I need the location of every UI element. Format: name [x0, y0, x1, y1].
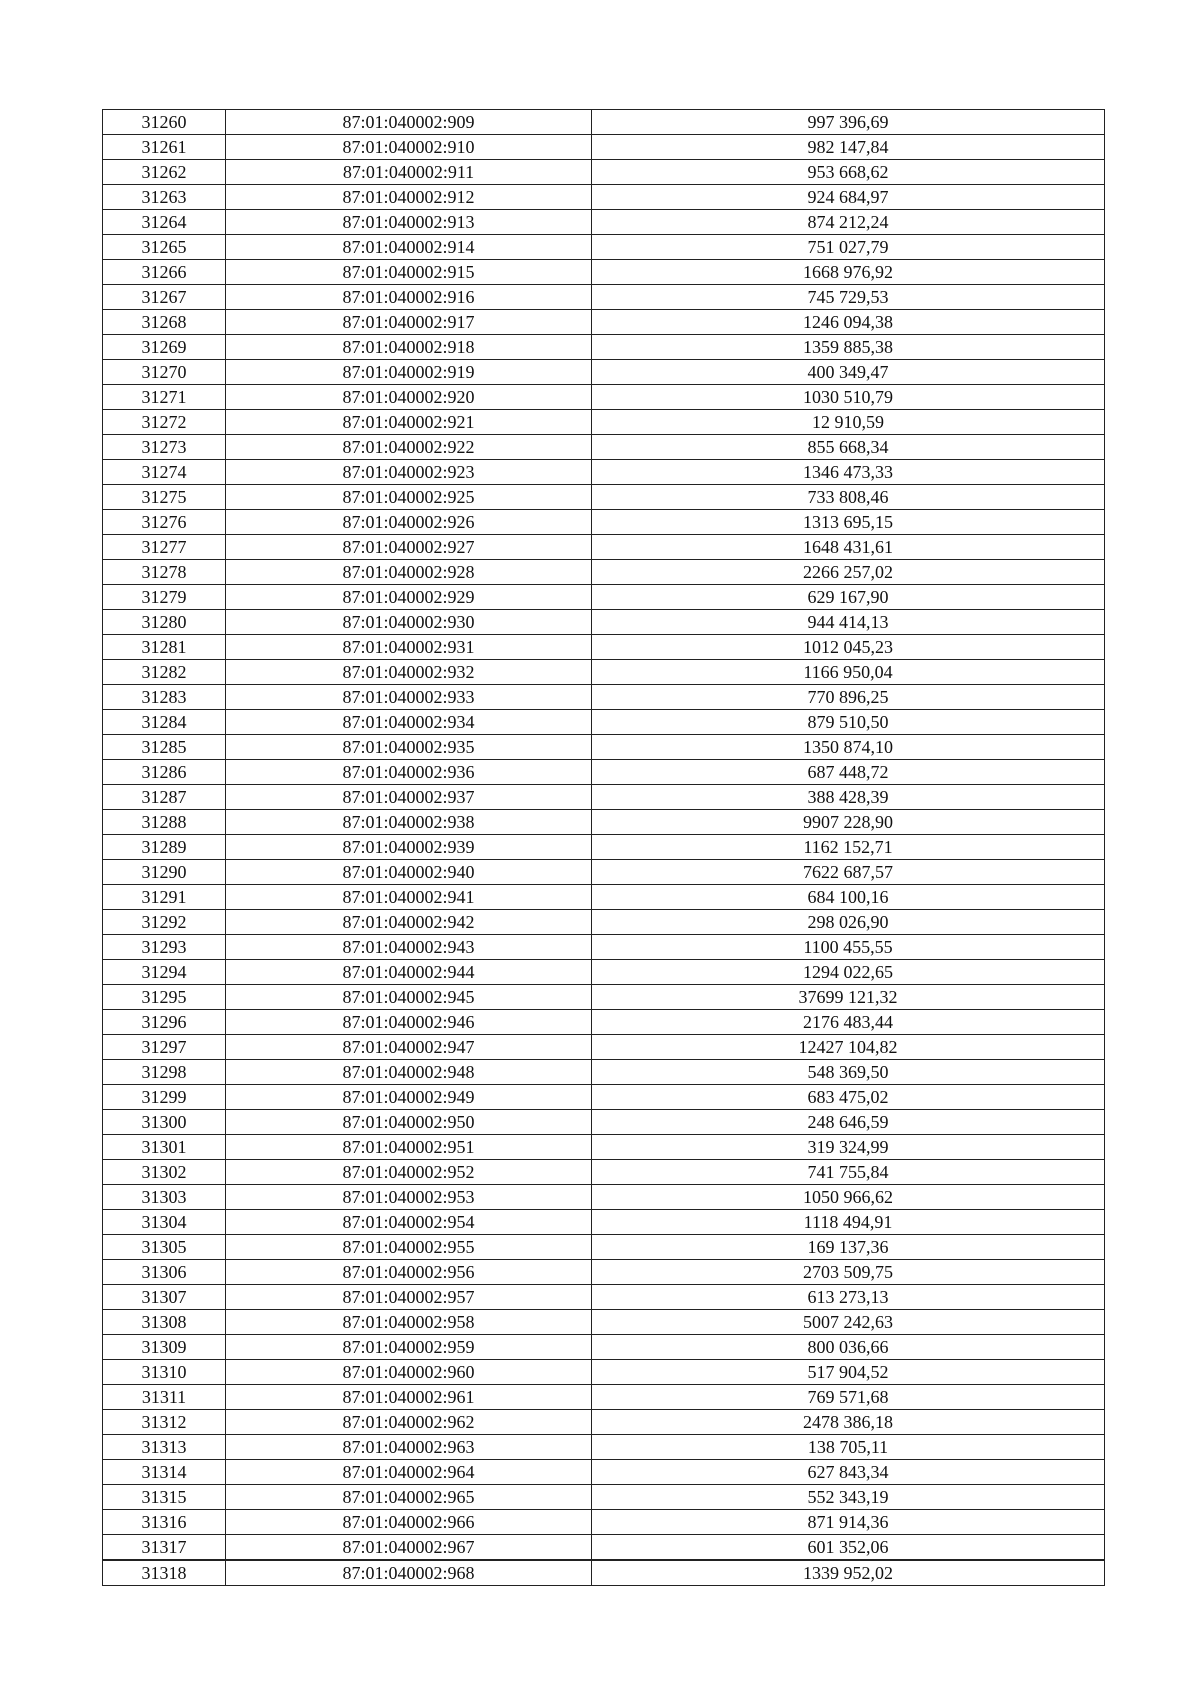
cadastral-value-cell: 800 036,66 — [592, 1335, 1105, 1360]
cadastral-value-cell: 745 729,53 — [592, 285, 1105, 310]
cadastral-value-cell: 684 100,16 — [592, 885, 1105, 910]
row-number-cell: 31296 — [103, 1010, 226, 1035]
cadastral-number-cell: 87:01:040002:928 — [226, 560, 592, 585]
cadastral-number-cell: 87:01:040002:947 — [226, 1035, 592, 1060]
table-row — [103, 1210, 1105, 1235]
cadastral-value-cell: 7622 687,57 — [592, 860, 1105, 885]
cadastral-number-cell: 87:01:040002:918 — [226, 335, 592, 360]
table-row — [103, 760, 1105, 785]
table-row — [103, 1360, 1105, 1385]
cadastral-number-cell: 87:01:040002:946 — [226, 1010, 592, 1035]
cadastral-value-cell: 548 369,50 — [592, 1060, 1105, 1085]
table-row — [103, 1535, 1105, 1561]
table-row — [103, 1010, 1105, 1035]
cadastral-number-cell: 87:01:040002:942 — [226, 910, 592, 935]
table-row — [103, 1110, 1105, 1135]
cadastral-number-cell: 87:01:040002:953 — [226, 1185, 592, 1210]
cadastral-number-cell: 87:01:040002:961 — [226, 1385, 592, 1410]
cadastral-value-cell: 1294 022,65 — [592, 960, 1105, 985]
row-number-cell: 31297 — [103, 1035, 226, 1060]
cadastral-value-cell: 1118 494,91 — [592, 1210, 1105, 1235]
cadastral-number-cell: 87:01:040002:939 — [226, 835, 592, 860]
table-body — [103, 110, 1105, 1586]
cadastral-value-cell: 1668 976,92 — [592, 260, 1105, 285]
cadastral-number-cell: 87:01:040002:956 — [226, 1260, 592, 1285]
row-number-cell: 31278 — [103, 560, 226, 585]
cadastral-value-cell: 138 705,11 — [592, 1435, 1105, 1460]
cadastral-value-cell: 944 414,13 — [592, 610, 1105, 635]
row-number-cell: 31263 — [103, 185, 226, 210]
row-number-cell: 31301 — [103, 1135, 226, 1160]
row-number-cell: 31303 — [103, 1185, 226, 1210]
row-number-cell: 31277 — [103, 535, 226, 560]
row-number-cell: 31293 — [103, 935, 226, 960]
cadastral-value-cell: 2478 386,18 — [592, 1410, 1105, 1435]
cadastral-number-cell: 87:01:040002:949 — [226, 1085, 592, 1110]
cadastral-number-cell: 87:01:040002:960 — [226, 1360, 592, 1385]
row-number-cell: 31289 — [103, 835, 226, 860]
cadastral-number-cell: 87:01:040002:920 — [226, 385, 592, 410]
cadastral-value-table — [102, 109, 1105, 1586]
row-number-cell: 31261 — [103, 135, 226, 160]
table-row — [103, 685, 1105, 710]
cadastral-value-cell: 169 137,36 — [592, 1235, 1105, 1260]
row-number-cell: 31282 — [103, 660, 226, 685]
cadastral-number-cell: 87:01:040002:966 — [226, 1510, 592, 1535]
cadastral-number-cell: 87:01:040002:930 — [226, 610, 592, 635]
cadastral-number-cell: 87:01:040002:921 — [226, 410, 592, 435]
table-row — [103, 635, 1105, 660]
table-row — [103, 960, 1105, 985]
table-row — [103, 1035, 1105, 1060]
cadastral-value-cell: 1339 952,02 — [592, 1560, 1105, 1586]
cadastral-number-cell: 87:01:040002:913 — [226, 210, 592, 235]
cadastral-value-cell: 552 343,19 — [592, 1485, 1105, 1510]
cadastral-value-cell: 629 167,90 — [592, 585, 1105, 610]
row-number-cell: 31314 — [103, 1460, 226, 1485]
cadastral-value-cell: 982 147,84 — [592, 135, 1105, 160]
row-number-cell: 31309 — [103, 1335, 226, 1360]
table-row — [103, 1285, 1105, 1310]
cadastral-value-cell: 770 896,25 — [592, 685, 1105, 710]
cadastral-value-cell: 1100 455,55 — [592, 935, 1105, 960]
cadastral-number-cell: 87:01:040002:912 — [226, 185, 592, 210]
cadastral-value-cell: 1012 045,23 — [592, 635, 1105, 660]
row-number-cell: 31272 — [103, 410, 226, 435]
cadastral-number-cell: 87:01:040002:948 — [226, 1060, 592, 1085]
table-row — [103, 260, 1105, 285]
table-row — [103, 1385, 1105, 1410]
table-row — [103, 910, 1105, 935]
row-number-cell: 31294 — [103, 960, 226, 985]
cadastral-number-cell: 87:01:040002:968 — [226, 1560, 592, 1586]
cadastral-value-cell: 741 755,84 — [592, 1160, 1105, 1185]
table-row — [103, 235, 1105, 260]
cadastral-value-cell: 388 428,39 — [592, 785, 1105, 810]
table-row — [103, 1335, 1105, 1360]
table-row — [103, 585, 1105, 610]
cadastral-number-cell: 87:01:040002:919 — [226, 360, 592, 385]
row-number-cell: 31288 — [103, 810, 226, 835]
row-number-cell: 31285 — [103, 735, 226, 760]
table-row — [103, 1235, 1105, 1260]
cadastral-value-cell: 1350 874,10 — [592, 735, 1105, 760]
cadastral-value-cell: 2176 483,44 — [592, 1010, 1105, 1035]
table-row — [103, 985, 1105, 1010]
row-number-cell: 31284 — [103, 710, 226, 735]
table-row — [103, 810, 1105, 835]
row-number-cell: 31318 — [103, 1560, 226, 1586]
cadastral-number-cell: 87:01:040002:937 — [226, 785, 592, 810]
table-row — [103, 1485, 1105, 1510]
cadastral-value-cell: 248 646,59 — [592, 1110, 1105, 1135]
cadastral-number-cell: 87:01:040002:938 — [226, 810, 592, 835]
cadastral-value-cell: 2703 509,75 — [592, 1260, 1105, 1285]
cadastral-value-cell: 12 910,59 — [592, 410, 1105, 435]
row-number-cell: 31286 — [103, 760, 226, 785]
table-row — [103, 510, 1105, 535]
cadastral-value-cell: 1346 473,33 — [592, 460, 1105, 485]
cadastral-number-cell: 87:01:040002:925 — [226, 485, 592, 510]
table-row — [103, 610, 1105, 635]
table-row — [103, 1410, 1105, 1435]
cadastral-number-cell: 87:01:040002:954 — [226, 1210, 592, 1235]
row-number-cell: 31287 — [103, 785, 226, 810]
cadastral-number-cell: 87:01:040002:952 — [226, 1160, 592, 1185]
row-number-cell: 31266 — [103, 260, 226, 285]
cadastral-number-cell: 87:01:040002:951 — [226, 1135, 592, 1160]
row-number-cell: 31311 — [103, 1385, 226, 1410]
cadastral-value-cell: 1050 966,62 — [592, 1185, 1105, 1210]
table-row — [103, 735, 1105, 760]
cadastral-number-cell: 87:01:040002:934 — [226, 710, 592, 735]
table-row — [103, 1435, 1105, 1460]
table-row — [103, 1310, 1105, 1335]
table-row — [103, 1060, 1105, 1085]
table-row — [103, 785, 1105, 810]
cadastral-value-cell: 1166 950,04 — [592, 660, 1105, 685]
cadastral-number-cell: 87:01:040002:958 — [226, 1310, 592, 1335]
cadastral-number-cell: 87:01:040002:923 — [226, 460, 592, 485]
row-number-cell: 31295 — [103, 985, 226, 1010]
table-row — [103, 660, 1105, 685]
cadastral-value-cell: 874 212,24 — [592, 210, 1105, 235]
row-number-cell: 31310 — [103, 1360, 226, 1385]
cadastral-number-cell: 87:01:040002:943 — [226, 935, 592, 960]
cadastral-number-cell: 87:01:040002:935 — [226, 735, 592, 760]
cadastral-value-cell: 879 510,50 — [592, 710, 1105, 735]
table-row — [103, 1135, 1105, 1160]
cadastral-number-cell: 87:01:040002:964 — [226, 1460, 592, 1485]
table-row — [103, 160, 1105, 185]
table-row — [103, 385, 1105, 410]
cadastral-number-cell: 87:01:040002:933 — [226, 685, 592, 710]
cadastral-number-cell: 87:01:040002:950 — [226, 1110, 592, 1135]
cadastral-value-cell: 1030 510,79 — [592, 385, 1105, 410]
cadastral-number-cell: 87:01:040002:926 — [226, 510, 592, 535]
cadastral-value-cell: 683 475,02 — [592, 1085, 1105, 1110]
cadastral-number-cell: 87:01:040002:936 — [226, 760, 592, 785]
cadastral-value-cell: 855 668,34 — [592, 435, 1105, 460]
cadastral-number-cell: 87:01:040002:927 — [226, 535, 592, 560]
cadastral-number-cell: 87:01:040002:945 — [226, 985, 592, 1010]
cadastral-value-cell: 517 904,52 — [592, 1360, 1105, 1385]
cadastral-number-cell: 87:01:040002:957 — [226, 1285, 592, 1310]
cadastral-number-cell: 87:01:040002:910 — [226, 135, 592, 160]
cadastral-value-cell: 687 448,72 — [592, 760, 1105, 785]
table-row — [103, 1185, 1105, 1210]
row-number-cell: 31262 — [103, 160, 226, 185]
cadastral-number-cell: 87:01:040002:916 — [226, 285, 592, 310]
table-row — [103, 1460, 1105, 1485]
table-row — [103, 435, 1105, 460]
cadastral-number-cell: 87:01:040002:959 — [226, 1335, 592, 1360]
table-row — [103, 285, 1105, 310]
table-row — [103, 1560, 1105, 1586]
cadastral-value-cell: 1246 094,38 — [592, 310, 1105, 335]
cadastral-number-cell: 87:01:040002:965 — [226, 1485, 592, 1510]
table-row — [103, 360, 1105, 385]
row-number-cell: 31313 — [103, 1435, 226, 1460]
cadastral-value-cell: 400 349,47 — [592, 360, 1105, 385]
row-number-cell: 31299 — [103, 1085, 226, 1110]
cadastral-value-cell: 2266 257,02 — [592, 560, 1105, 585]
row-number-cell: 31270 — [103, 360, 226, 385]
row-number-cell: 31269 — [103, 335, 226, 360]
cadastral-value-cell: 871 914,36 — [592, 1510, 1105, 1535]
row-number-cell: 31283 — [103, 685, 226, 710]
cadastral-value-cell: 12427 104,82 — [592, 1035, 1105, 1060]
cadastral-number-cell: 87:01:040002:909 — [226, 110, 592, 135]
cadastral-number-cell: 87:01:040002:917 — [226, 310, 592, 335]
row-number-cell: 31292 — [103, 910, 226, 935]
cadastral-number-cell: 87:01:040002:967 — [226, 1535, 592, 1561]
row-number-cell: 31291 — [103, 885, 226, 910]
cadastral-value-cell: 1313 695,15 — [592, 510, 1105, 535]
table-row — [103, 135, 1105, 160]
cadastral-value-cell: 1648 431,61 — [592, 535, 1105, 560]
table-row — [103, 485, 1105, 510]
cadastral-number-cell: 87:01:040002:911 — [226, 160, 592, 185]
cadastral-value-cell: 733 808,46 — [592, 485, 1105, 510]
cadastral-value-cell: 37699 121,32 — [592, 985, 1105, 1010]
cadastral-value-cell: 997 396,69 — [592, 110, 1105, 135]
table-row — [103, 860, 1105, 885]
row-number-cell: 31280 — [103, 610, 226, 635]
table-row — [103, 210, 1105, 235]
row-number-cell: 31279 — [103, 585, 226, 610]
cadastral-value-cell: 953 668,62 — [592, 160, 1105, 185]
table-row — [103, 410, 1105, 435]
row-number-cell: 31305 — [103, 1235, 226, 1260]
table-row — [103, 560, 1105, 585]
table-row — [103, 535, 1105, 560]
cadastral-value-cell: 751 027,79 — [592, 235, 1105, 260]
row-number-cell: 31302 — [103, 1160, 226, 1185]
cadastral-value-cell: 613 273,13 — [592, 1285, 1105, 1310]
row-number-cell: 31300 — [103, 1110, 226, 1135]
row-number-cell: 31275 — [103, 485, 226, 510]
cadastral-value-cell: 5007 242,63 — [592, 1310, 1105, 1335]
cadastral-number-cell: 87:01:040002:962 — [226, 1410, 592, 1435]
cadastral-number-cell: 87:01:040002:929 — [226, 585, 592, 610]
row-number-cell: 31298 — [103, 1060, 226, 1085]
table-row — [103, 935, 1105, 960]
row-number-cell: 31264 — [103, 210, 226, 235]
row-number-cell: 31306 — [103, 1260, 226, 1285]
row-number-cell: 31308 — [103, 1310, 226, 1335]
table-row — [103, 710, 1105, 735]
row-number-cell: 31267 — [103, 285, 226, 310]
cadastral-value-cell: 1359 885,38 — [592, 335, 1105, 360]
row-number-cell: 31281 — [103, 635, 226, 660]
row-number-cell: 31304 — [103, 1210, 226, 1235]
cadastral-number-cell: 87:01:040002:940 — [226, 860, 592, 885]
row-number-cell: 31315 — [103, 1485, 226, 1510]
row-number-cell: 31317 — [103, 1535, 226, 1561]
cadastral-value-cell: 601 352,06 — [592, 1535, 1105, 1561]
row-number-cell: 31265 — [103, 235, 226, 260]
cadastral-value-cell: 9907 228,90 — [592, 810, 1105, 835]
row-number-cell: 31260 — [103, 110, 226, 135]
cadastral-value-cell: 627 843,34 — [592, 1460, 1105, 1485]
table-row — [103, 835, 1105, 860]
cadastral-number-cell: 87:01:040002:955 — [226, 1235, 592, 1260]
table-row — [103, 1160, 1105, 1185]
table-row — [103, 1260, 1105, 1285]
cadastral-value-cell: 924 684,97 — [592, 185, 1105, 210]
table-row — [103, 460, 1105, 485]
row-number-cell: 31273 — [103, 435, 226, 460]
cadastral-number-cell: 87:01:040002:931 — [226, 635, 592, 660]
cadastral-number-cell: 87:01:040002:941 — [226, 885, 592, 910]
cadastral-value-cell: 1162 152,71 — [592, 835, 1105, 860]
cadastral-number-cell: 87:01:040002:915 — [226, 260, 592, 285]
table-row — [103, 185, 1105, 210]
row-number-cell: 31316 — [103, 1510, 226, 1535]
cadastral-number-cell: 87:01:040002:932 — [226, 660, 592, 685]
row-number-cell: 31276 — [103, 510, 226, 535]
table-row — [103, 885, 1105, 910]
cadastral-value-cell: 298 026,90 — [592, 910, 1105, 935]
table-row — [103, 110, 1105, 135]
cadastral-number-cell: 87:01:040002:944 — [226, 960, 592, 985]
table-row — [103, 310, 1105, 335]
cadastral-value-cell: 769 571,68 — [592, 1385, 1105, 1410]
row-number-cell: 31268 — [103, 310, 226, 335]
cadastral-number-cell: 87:01:040002:922 — [226, 435, 592, 460]
row-number-cell: 31307 — [103, 1285, 226, 1310]
row-number-cell: 31274 — [103, 460, 226, 485]
cadastral-number-cell: 87:01:040002:963 — [226, 1435, 592, 1460]
cadastral-value-cell: 319 324,99 — [592, 1135, 1105, 1160]
row-number-cell: 31271 — [103, 385, 226, 410]
row-number-cell: 31290 — [103, 860, 226, 885]
table-row — [103, 1085, 1105, 1110]
table-row — [103, 1510, 1105, 1535]
table-row — [103, 335, 1105, 360]
cadastral-number-cell: 87:01:040002:914 — [226, 235, 592, 260]
row-number-cell: 31312 — [103, 1410, 226, 1435]
